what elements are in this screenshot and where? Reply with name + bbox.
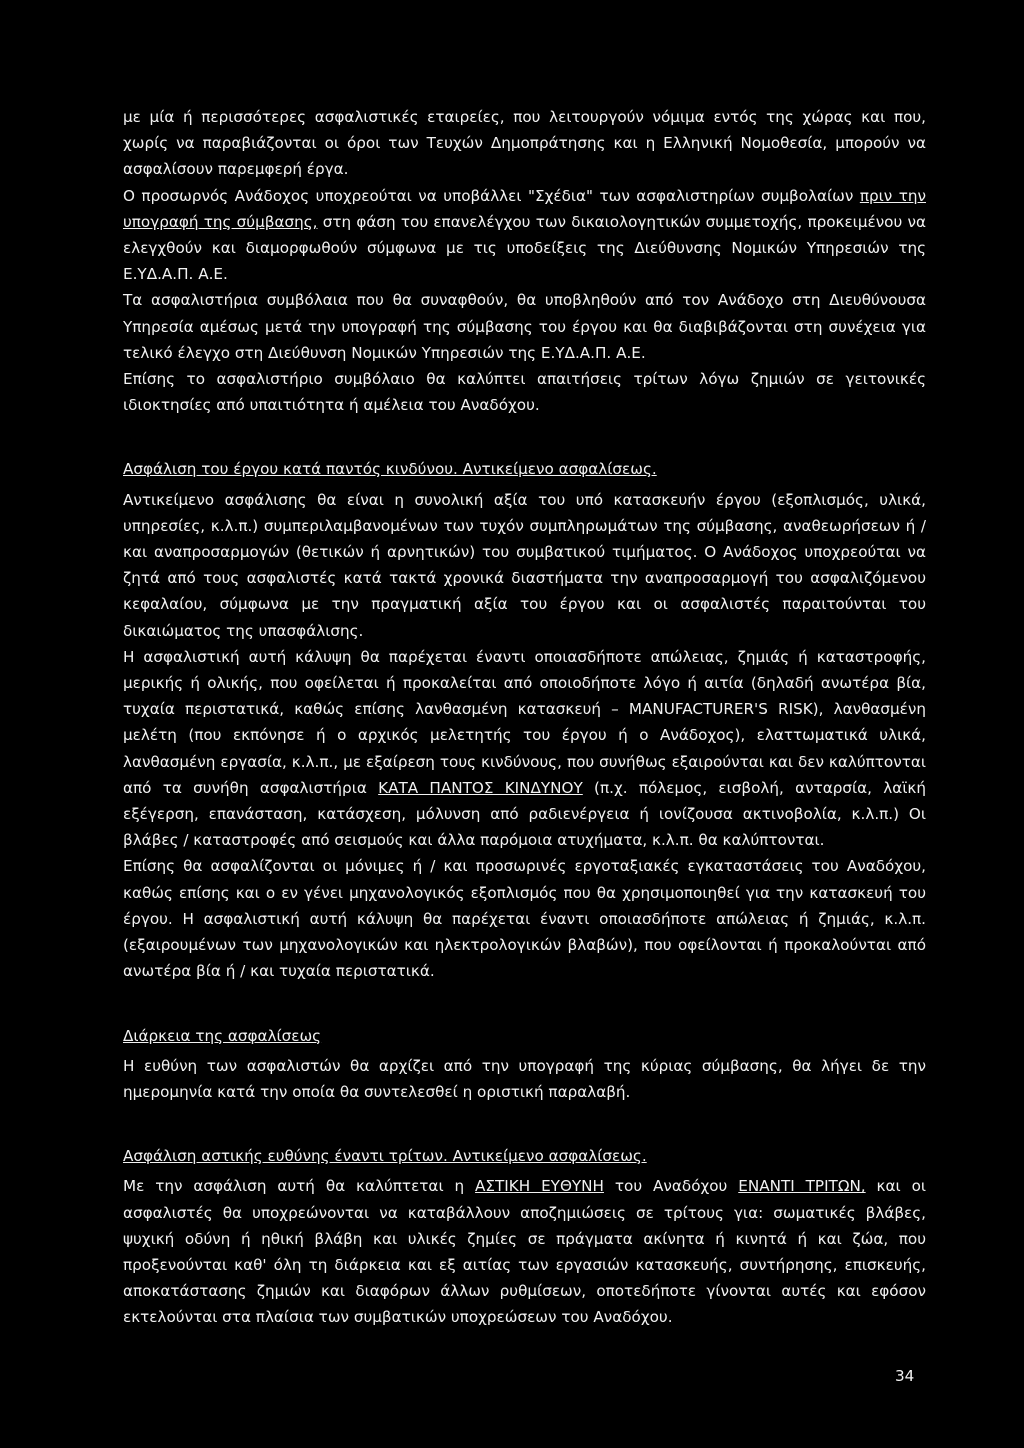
paragraph-civil-liability: Με την ασφάλιση αυτή θα καλύπτεται η ΑΣΤΙΚΗ ΕΥΘΥΝΗ του Αναδόχου ΕΝΑΝΤΙ ΤΡΙΤΩΝ, και οι ασφαλιστές θα υποχρεώνονται να καταβάλλουν αποζημιώσεις σε τρίτους για: σωματικές βλάβες, ψυχική οδύνη ή ηθική βλάβη και υλικές ζημίες σε πράγματα ακίνητα ή κινητά ή και ζώα, που προξενούνται καθ' όλη τη διάρκεια και εξ αιτίας των εργασιών κατασκευής, συντήρησης, επισκευής, αποκατάστασης ζημιών και διαφόρων άλλων ρυθμίσεων, οποτεδήποτε γίνονται αυτές και εφόσον εκτελούνται στα πλαίσια των συμβατικών υποχρεώσεων του Αναδόχου. xyxy=(123,1177,927,1327)
section-heading-civil-liability: Ασφάλιση αστικής ευθύνης έναντι τρίτων. Αντικείμενο ασφαλίσεως. xyxy=(123,1147,647,1166)
underlined-before-signing: πριν την υπογραφή της σύμβασης, xyxy=(123,186,926,231)
paragraph-insurers-clause: με μία ή περισσότερες ασφαλιστικές εταιρείες, που λειτουργούν νόμιμα εντός της χώρας και που, χωρίς να παραβιάζονται οι όροι των Τευχών Δημοπράτησης και η Ελληνική Νομοθεσία, μπορούν να ασφαλίσουν παρεμφερή έργα. xyxy=(123,108,926,179)
paragraph-coverage-scope: Η ασφαλιστική αυτή κάλυψη θα παρέχεται έναντι οποιασδήποτε απώλειας, ζημιάς ή καταστροφής, μερικής ή ολικής, που οφείλεται ή προκαλείται από οποιοδήποτε λόγο ή αιτία (δηλαδή ανωτέρα βία, τυχαία περιστατικά, καθώς επίσης λανθασμένη κατασκευή – MANUFACTURER'S RISK), λανθασμένη μελέτη (που εκπόνησε ή ο αρχικός μελετητής του έργου ή ο Ανάδοχος), ελαττωματικά υλικά, λανθασμένη εργασία, κ.λ.π., με εξαίρεση τους κινδύνους, που συνήθως εξαιρούνται και δεν καλύπτονται από τα συνήθη ασφαλιστήρια ΚΑΤΑ ΠΑΝΤΟΣ ΚΙΝΔΥΝΟΥ (π.χ. πόλεμος, εισβολή, ανταρσία, λαϊκή εξέγερση, επανάσταση, κατάσχεση, μόλυνση από ραδιενέργεια ή ιονίζουσα ακτινοβολία, κ.λ.π.) Οι βλάβες / καταστροφές από σεισμούς και άλλα παρόμοια ατυχήματα, κ.λ.π. θα καλύπτονται. xyxy=(123,647,926,850)
underlined-against-third-parties: ΕΝΑΝΤΙ ΤΡΙΤΩΝ, xyxy=(738,1177,866,1196)
section-heading-all-risks: Ασφάλιση του έργου κατά παντός κινδύνου. Αντικείμενο ασφαλίσεως. xyxy=(123,460,657,479)
paragraph-third-party-claims: Επίσης το ασφαλιστήριο συμβόλαιο θα καλύπτει απαιτήσεις τρίτων λόγω ζημιών σε γειτονικές ιδιοκτησίες από υπαιτιότητα ή αμέλεια του Αναδόχου. xyxy=(123,370,926,415)
section-heading-duration: Διάρκεια της ασφαλίσεως xyxy=(123,1026,322,1045)
paragraph-submission-contracts: Τα ασφαλιστήρια συμβόλαια που θα συναφθούν, θα υποβληθούν από τον Ανάδοχο στη Διευθύνουσα Υπηρεσία αμέσως μετά την υπογραφή της σύμβασης του έργου και θα διαβιβάζονται στη συνέχεια για τελικό έλεγχο στη Διεύθυνση Νομικών Υπηρεσιών της Ε.ΥΔ.Α.Π. Α.Ε. xyxy=(123,291,926,362)
paragraph-insured-subject: Αντικείμενο ασφάλισης θα είναι η συνολική αξία του υπό κατασκευήν έργου (εξοπλισμός, υλικά, υπηρεσίες, κ.λ.π.) συμπεριλαμβανομένων των τυχόν συμπληρωμάτων της σύμβασης, αναθεωρήσεων ή / και αναπροσαρμογών (θετικών ή αρνητικών) του συμβατικού τιμήματος. Ο Ανάδοχος υποχρεούται να ζητά από τους ασφαλιστές κατά τακτά χρονικά διαστήματα την αναπροσαρμογή του ασφαλιζόμενου κεφαλαίου, σύμφωνα με την πραγματική αξία του έργου και οι ασφαλιστές παραιτούνται του δικαιώματος της υπασφάλισης. xyxy=(123,490,926,640)
page-number: 34 xyxy=(895,1367,915,1385)
paragraph-draft-contracts: Ο προσωρνός Ανάδοχος υποχρεούται να υποβάλλει "Σχέδια" των ασφαλιστηρίων συμβολαίων πριν την υπογραφή της σύμβασης, στη φάση του επανελέγχου των δικαιολογητικών συμμετοχής, προκειμένου να ελεγχθούν και διαμορφωθούν σύμφωνα με τις υποδείξεις της Διεύθυνσης Νομικών Υπηρεσιών της Ε.ΥΔ.Α.Π. Α.Ε. xyxy=(123,186,926,284)
paragraph-duration: Η ευθύνη των ασφαλιστών θα αρχίζει από την υπογραφή της κύριας σύμβασης, θα λήγει δε την ημερομηνία κατά την οποία θα συντελεσθεί η οριστική παραλαβή. xyxy=(123,1056,926,1101)
paragraph-site-installations: Επίσης θα ασφαλίζονται οι μόνιμες ή / και προσωρινές εργοταξιακές εγκαταστάσεις του Αναδόχου, καθώς επίσης και ο εν γένει μηχανολογικός εξοπλισμός που θα χρησιμοποιηθεί για την κατασκευή του έργου. Η ασφαλιστική αυτή κάλυψη θα παρέχεται έναντι οποιασδήποτε απώλειας ή ζημιάς, κ.λ.π. (εξαιρουμένων των μηχανολογικών και ηλεκτρολογικών βλαβών), που οφείλονται ή προκαλούνται από ανωτέρα βία ή / και τυχαία περιστατικά. xyxy=(123,857,926,981)
underlined-all-risks: ΚΑΤΑ ΠΑΝΤΟΣ ΚΙΝΔΥΝΟΥ xyxy=(378,778,583,797)
document-body xyxy=(123,104,926,1331)
underlined-civil-liability: ΑΣΤΙΚΗ ΕΥΘΥΝΗ xyxy=(475,1177,604,1196)
